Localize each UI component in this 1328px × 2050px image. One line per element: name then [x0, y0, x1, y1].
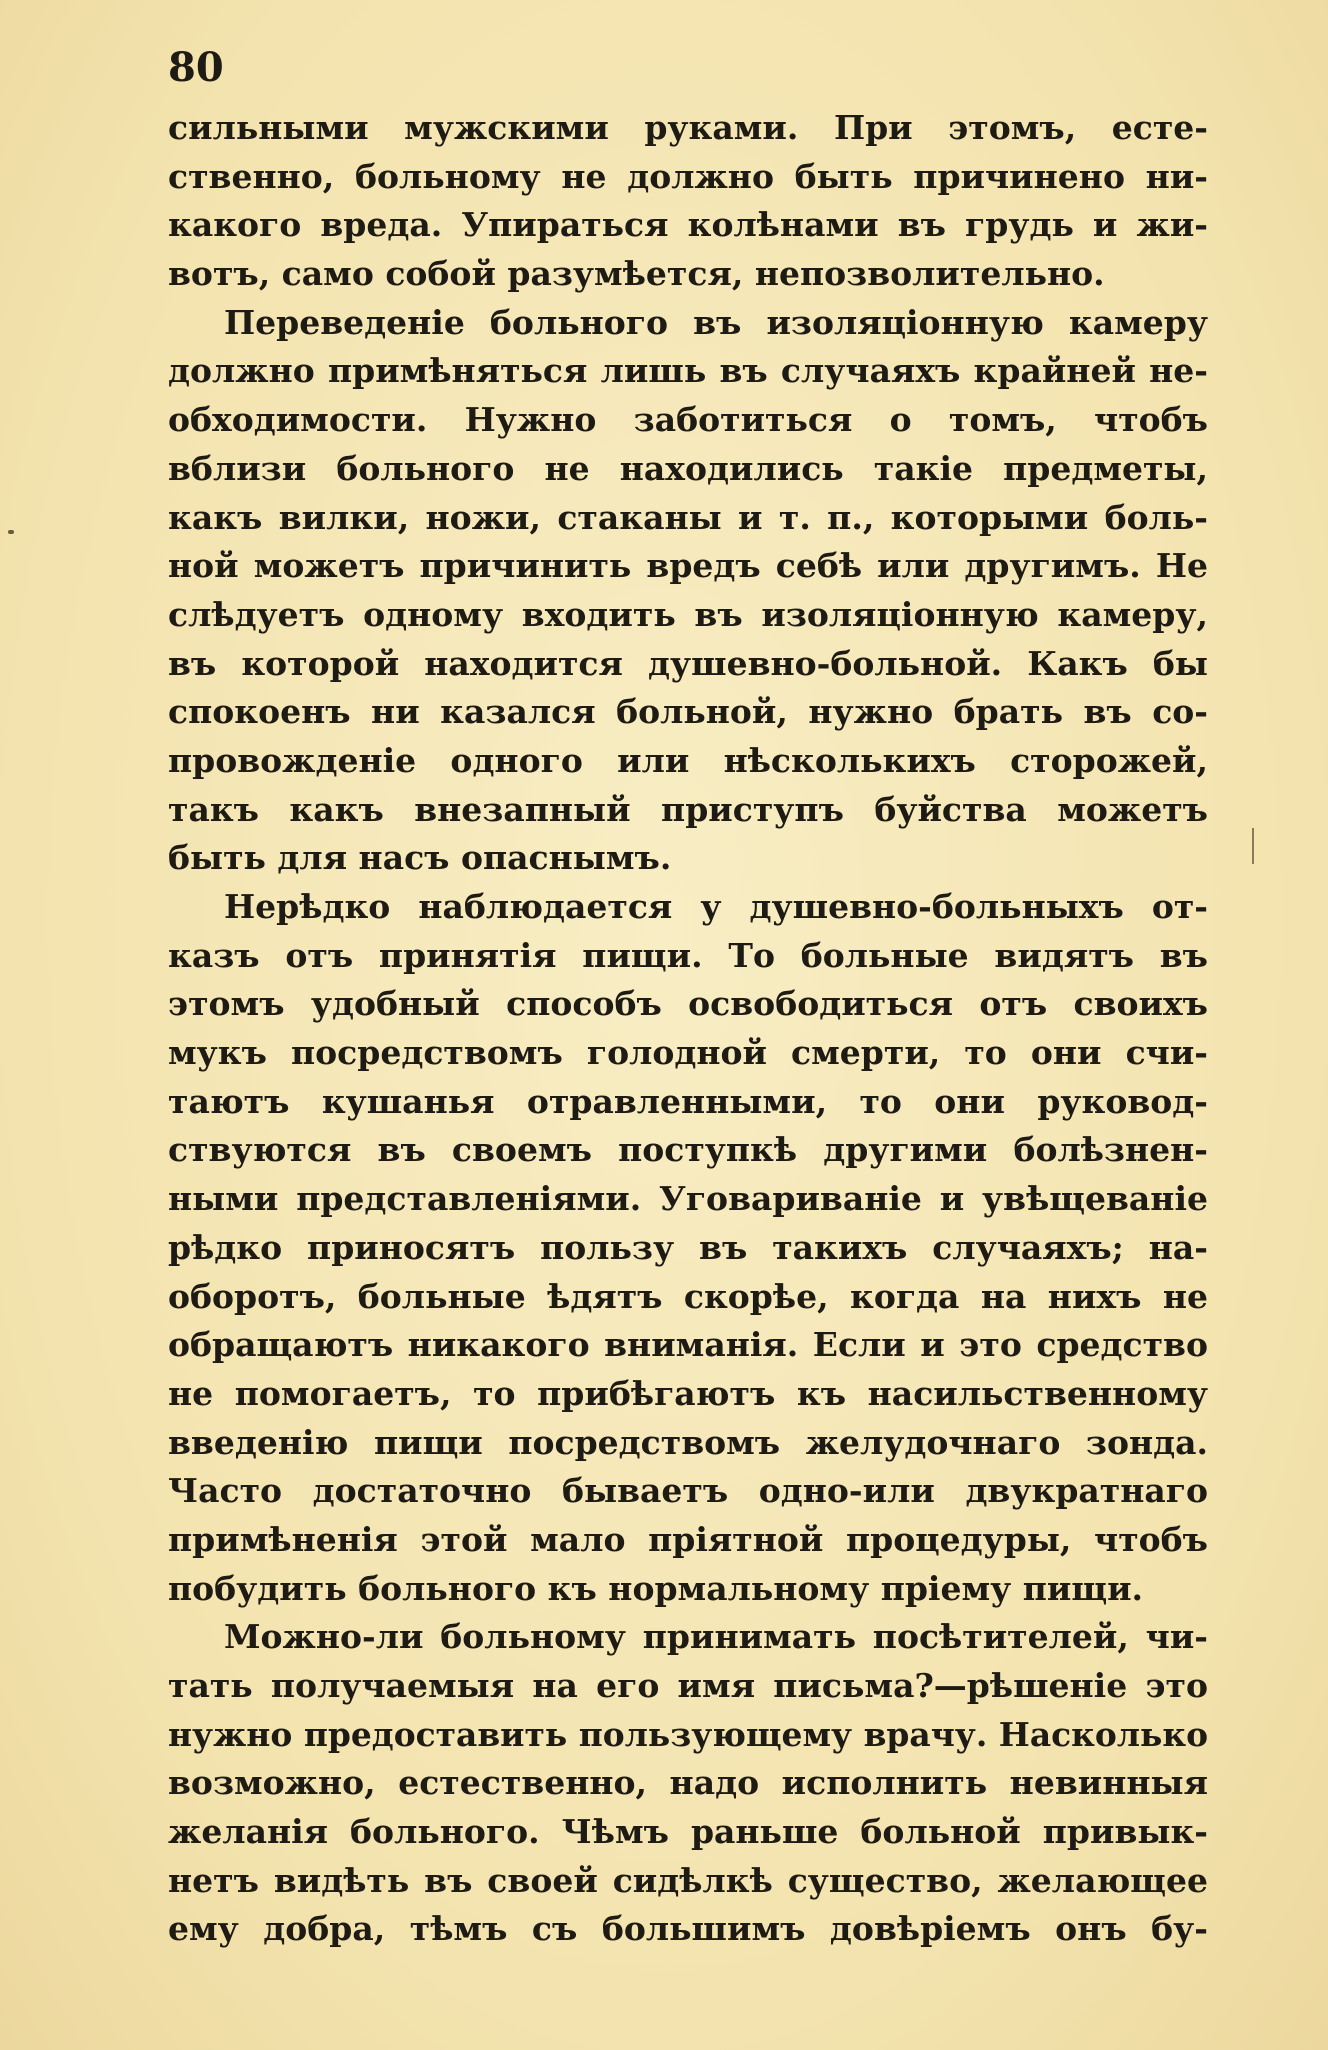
text-line: ными представленіями. Уговариваніе и увѣщеваніе	[168, 1179, 1208, 1219]
paragraph	[168, 883, 1208, 1613]
text-line: не помогаетъ, то прибѣгаютъ къ насильственному	[168, 1373, 1208, 1413]
text-line: въ которой находится душевно-больной. Какъ бы	[168, 643, 1208, 683]
text-line: быть для насъ опаснымъ.	[168, 838, 672, 878]
text-line: таютъ кушанья отравленными, то они руковод-	[168, 1081, 1208, 1121]
text-line: ственно, больному не должно быть причинено ни-	[168, 156, 1208, 196]
text-line: вотъ, само собой разумѣется, непозволительно.	[168, 254, 1105, 294]
text-line: возможно, естественно, надо исполнить невинныя	[168, 1763, 1208, 1803]
text-line: ной можетъ причинить вредъ себѣ или другимъ. Не	[168, 546, 1208, 586]
margin-mark	[1252, 828, 1254, 864]
text-line: нетъ видѣть въ своей сидѣлкѣ существо, желающее	[168, 1860, 1208, 1900]
text-line: спокоенъ ни казался больной, нужно брать въ со-	[168, 692, 1208, 732]
text-line: такъ какъ внезапный приступъ буйства можетъ	[168, 789, 1208, 829]
text-line: желанія больного. Чѣмъ раньше больной привык-	[168, 1812, 1208, 1852]
text-line: нужно предоставить пользующему врачу. Насколько	[168, 1714, 1208, 1754]
text-line: Нерѣдко наблюдается у душевно-больныхъ от-	[224, 887, 1208, 926]
text-line: оборотъ, больные ѣдятъ скорѣе, когда на нихъ не	[168, 1276, 1208, 1316]
text-line: казъ отъ принятія пищи. То больные видятъ въ	[168, 935, 1208, 975]
text-line: Часто достаточно бываетъ одно-или двукратнаго	[168, 1471, 1208, 1511]
text-line: рѣдко приносятъ пользу въ такихъ случаяхъ; на-	[168, 1227, 1208, 1267]
text-line: мукъ посредствомъ голодной смерти, то они счи-	[168, 1033, 1208, 1073]
text-line: Можно-ли больному принимать посѣтителей, чи-	[224, 1617, 1208, 1657]
text-line: сильными мужскими руками. При этомъ, есте-	[168, 108, 1208, 147]
text-line: примѣненія этой мало пріятной процедуры, чтобъ	[168, 1519, 1208, 1559]
text-line: вблизи больного не находились такіе предметы,	[168, 448, 1208, 488]
text-line: обращаютъ никакого вниманія. Если и это средство	[168, 1325, 1208, 1365]
text-line: должно примѣняться лишь въ случаяхъ крайней не-	[168, 351, 1208, 391]
text-line: провожденіе одного или нѣсколькихъ сторожей,	[168, 740, 1208, 780]
text-line: ему добра, тѣмъ съ большимъ довѣріемъ онъ бу-	[168, 1909, 1208, 1949]
text-line: введенію пищи посредствомъ желудочнаго зонда.	[168, 1422, 1208, 1462]
text-line: тать получаемыя на его имя письма?—рѣшеніе это	[168, 1666, 1208, 1705]
text-line: ствуются въ своемъ поступкѣ другими болѣзнен-	[168, 1130, 1208, 1170]
text-line: Переведеніе больного въ изоляціонную камеру	[224, 302, 1208, 342]
paragraph	[168, 299, 1208, 883]
page-number: 80	[168, 44, 224, 91]
text-line: какого вреда. Упираться колѣнами въ грудь и жи-	[168, 205, 1208, 245]
margin-mark	[8, 530, 14, 534]
paragraph	[168, 1613, 1208, 1954]
text-line: слѣдуетъ одному входить въ изоляціонную камеру,	[168, 594, 1208, 634]
text-line: побудить больного къ нормальному пріему пищи.	[168, 1568, 1144, 1608]
text-line: этомъ удобный способъ освободиться отъ своихъ	[168, 984, 1208, 1024]
text-line: какъ вилки, ножи, стаканы и т. п., которыми боль-	[168, 497, 1208, 537]
page-body-text	[168, 104, 1208, 1954]
text-line: обходимости. Нужно заботиться о томъ, чтобъ	[168, 400, 1208, 440]
paragraph	[168, 104, 1208, 299]
